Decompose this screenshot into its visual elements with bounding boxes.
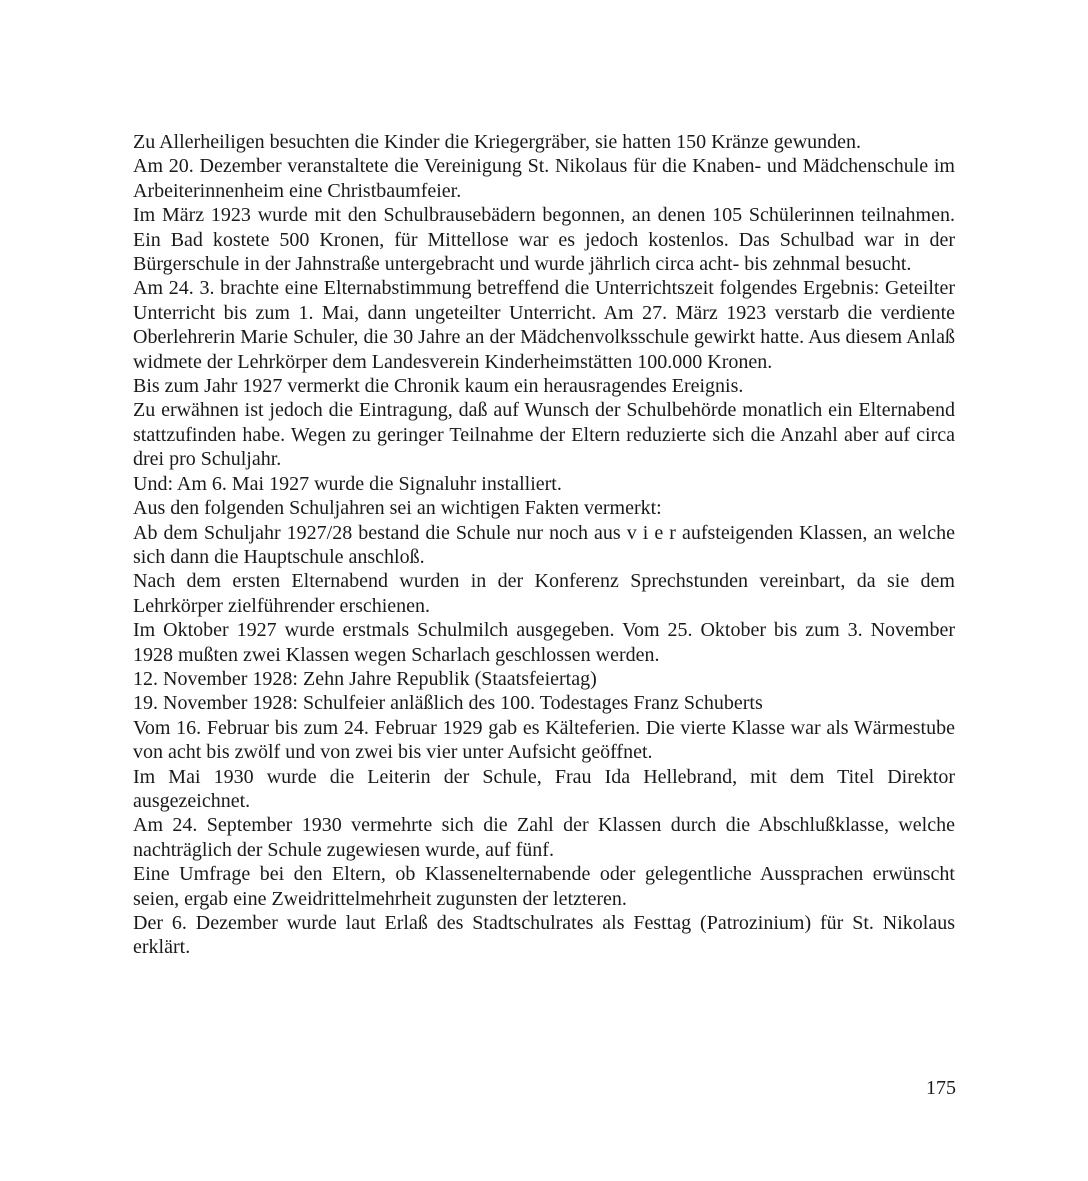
paragraph-fakten: Aus den folgenden Schuljahren sei an wichtigen Fakten vermerkt: [133, 497, 662, 520]
paragraph-kaelteferien: Vom 16. Februar bis zum 24. Februar 1929 gab es Kälteferien. Die vierte Klasse war als Wärmestube von acht bis zwölf und von zwei bis vier unter Aufsicht geöffnet. [133, 716, 955, 764]
page-number: 175 [926, 1077, 956, 1099]
paragraph-schulmilch: Im Oktober 1927 wurde erstmals Schulmilch ausgegeben. Vom 25. Oktober bis zum 3. November 1928 mußten zwei Klassen wegen Scharlach geschlossen werden. [133, 619, 955, 666]
paragraph-umfrage: Eine Umfrage bei den Eltern, ob Klassenelternabende oder gelegentliche Aussprachen erwünscht seien, ergab eine Zweidrittelmehrheit zugunsten der letzteren. [133, 863, 955, 910]
paragraph-sprechstunden: Nach dem ersten Elternabend wurden in der Konferenz Sprechstunden vereinbart, da sie dem Lehrkörper zielführender erschienen. [133, 570, 955, 617]
paragraph-schuljahr-1927: Ab dem Schuljahr 1927/28 bestand die Schule nur noch aus v i e r aufsteigenden Klassen, an welche sich dann die Hauptschule anschloß. [133, 521, 955, 568]
body-text [133, 130, 955, 960]
paragraph-elternabstimmung: Am 24. 3. brachte eine Elternabstimmung betreffend die Unterrichtszeit folgendes Ergebnis: Geteilter Unterricht bis zum 1. Mai, dann ungeteilter Unterricht. Am 27. März 1923 verstarb die verdiente Oberlehrerin Marie Schuler, die 30 Jahre an der Mädchenvolksschule gewirkt hatte. Aus diesem Anlaß widmete der Lehrkörper dem Landesverein Kinderheimstätten 100.000 Kronen. [133, 277, 955, 373]
paragraph-elternabend: Zu erwähnen ist jedoch die Eintragung, daß auf Wunsch der Schulbehörde monatlich ein Elternabend stattzufinden habe. Wegen zu geringer Teilnahme der Eltern reduzierte sich die Anzahl aber auf circa drei pro Schuljahr. [133, 399, 955, 471]
paragraph-abschlussklasse: Am 24. September 1930 vermehrte sich die Zahl der Klassen durch die Abschlußklasse, welche nachträglich der Schule zugewiesen wurde, auf fünf. [133, 814, 955, 861]
paragraph-allerheiligen: Zu Allerheiligen besuchten die Kinder die Kriegergräber, sie hatten 150 Kränze gewunden. [133, 131, 862, 153]
paragraph-chronik: Bis zum Jahr 1927 vermerkt die Chronik kaum ein herausragendes Ereignis. [133, 375, 744, 398]
paragraph-schulbrausebaeder: Im März 1923 wurde mit den Schulbrausebädern begonnen, an denen 105 Schülerinnen teilnahmen. Ein Bad kostete 500 Kronen, für Mittellose war es jedoch kostenlos. Das Schulbad war in der Bürgerschule in der Jahnstraße untergebracht und wurde jährlich circa acht- bis zehnmal besucht. [133, 204, 955, 276]
paragraph-patrozinium: Der 6. Dezember wurde laut Erlaß des Stadtschulrates als Festtag (Patrozinium) für St. Nikolaus erklärt. [133, 912, 955, 959]
paragraph-republik: 12. November 1928: Zehn Jahre Republik (Staatsfeiertag) [133, 667, 597, 690]
paragraph-christbaumfeier: Am 20. Dezember veranstaltete die Vereinigung St. Nikolaus für die Knaben- und Mädchenschule im Arbeiterinnenheim eine Christbaumfeier. [133, 155, 955, 202]
paragraph-schubert: 19. November 1928: Schulfeier anläßlich des 100. Todestages Franz Schuberts [133, 692, 763, 715]
paragraph-signaluhr: Und: Am 6. Mai 1927 wurde die Signaluhr installiert. [133, 472, 562, 495]
paragraph-direktor: Im Mai 1930 wurde die Leiterin der Schule, Frau Ida Hellebrand, mit dem Titel Direktor ausgezeichnet. [133, 765, 955, 812]
